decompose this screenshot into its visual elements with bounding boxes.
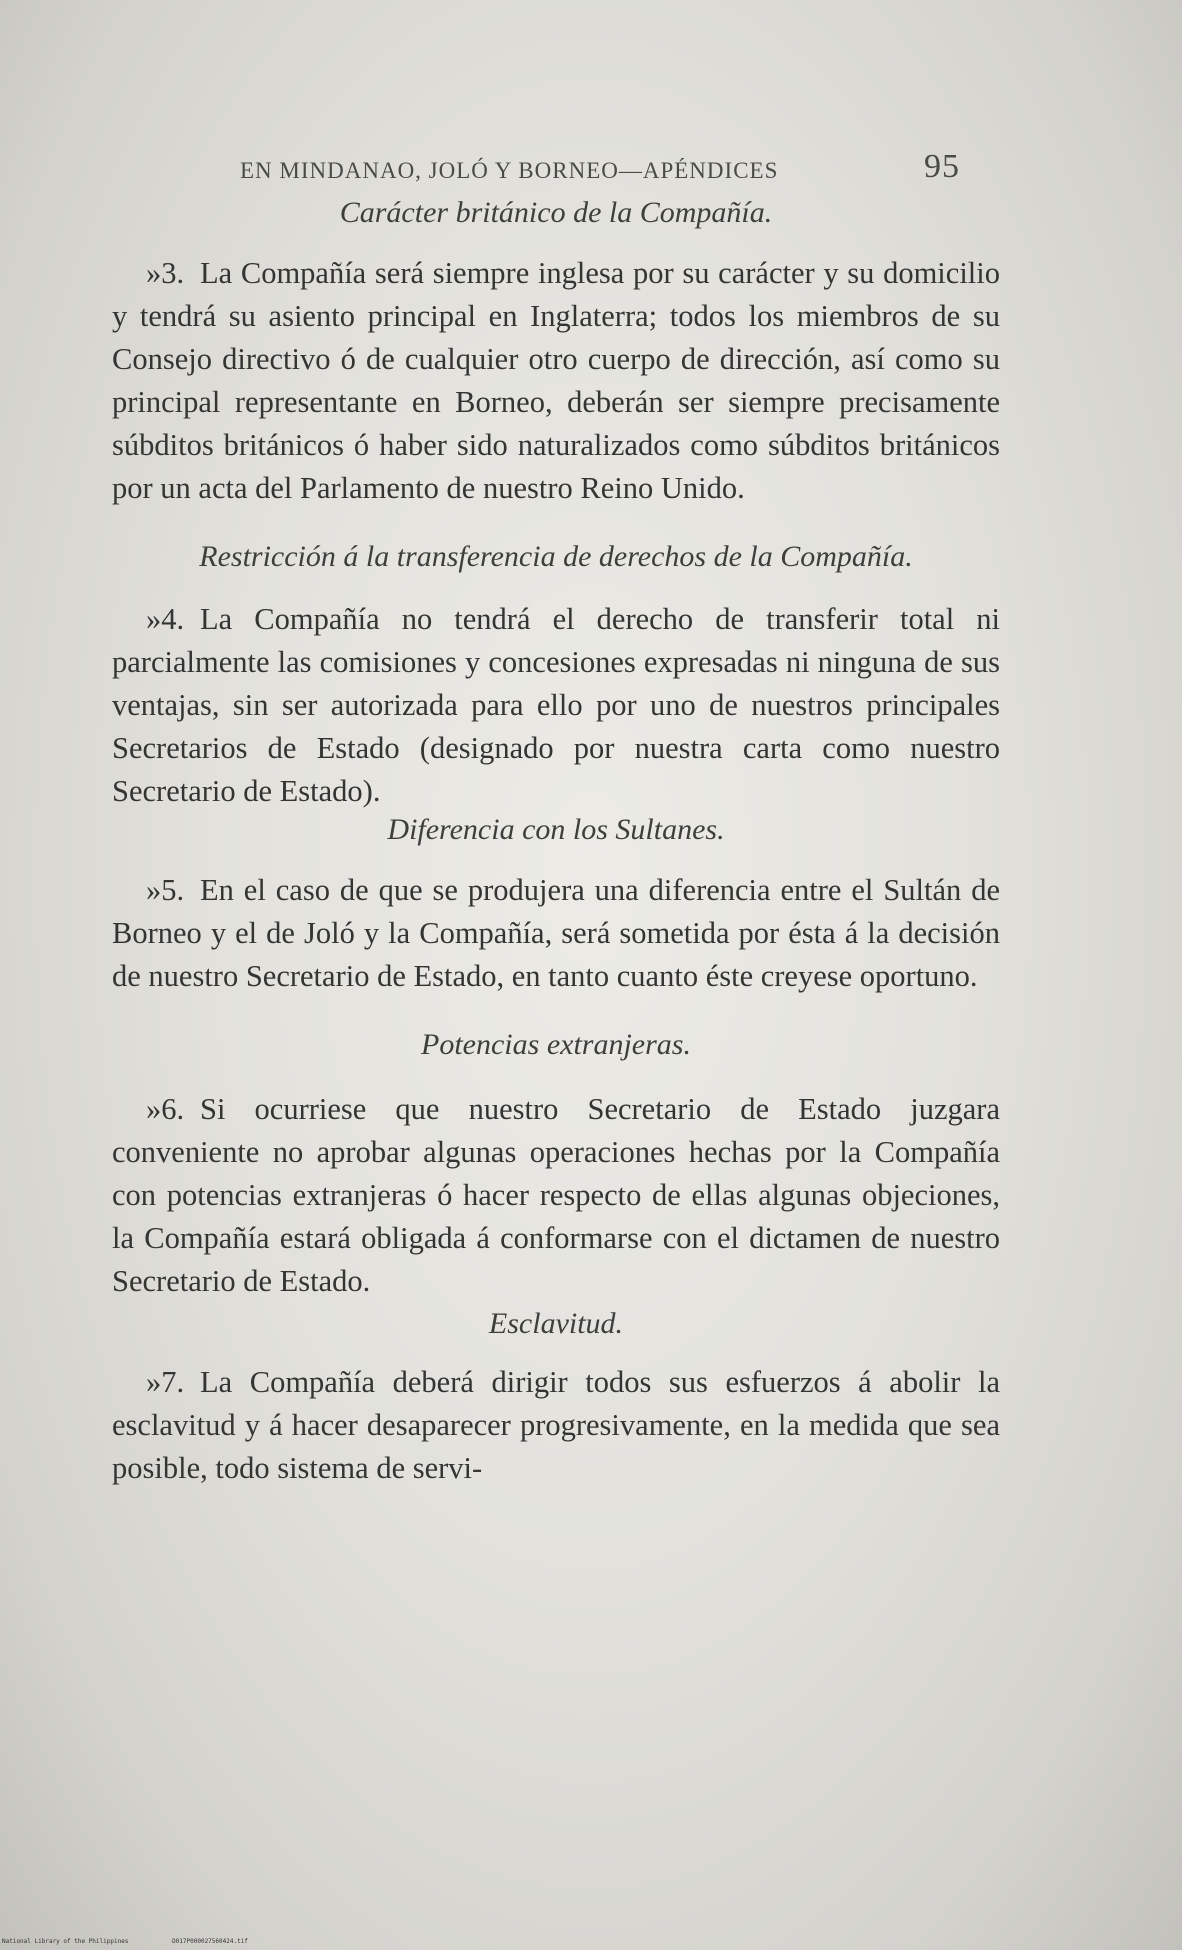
footer-library: National Library of the Philippines — [2, 1938, 129, 1945]
article-number: »6. — [146, 1092, 185, 1126]
section-heading: Esclavitud. — [488, 1307, 624, 1340]
section-heading: Carácter británico de la Compañía. — [339, 196, 773, 229]
section-paragraph — [112, 1088, 1000, 1303]
article-number: »5. — [146, 873, 185, 907]
paragraph-text: La Compañía no tendrá el derecho de transferir total ni parcialmente las comisiones y concesiones expresadas ni ninguna de sus ventajas, sin ser autorizada para ello por uno de nuestros principales Secretarios de Estado (designado por nuestra carta como nuestro Secretario de Estado). — [112, 602, 1000, 808]
section-paragraph — [112, 869, 1000, 998]
section-heading: Diferencia con los Sultanes. — [387, 813, 725, 846]
section-paragraph — [112, 252, 1000, 510]
paragraph-text: La Compañía deberá dirigir todos sus esfuerzos á abolir la esclavitud y á hacer desaparecer progresivamente, en la medida que sea posible, todo sistema de servi- — [112, 1365, 1000, 1485]
article-number: »4. — [146, 602, 185, 636]
article-number: »3. — [146, 256, 185, 290]
section-paragraph — [112, 1361, 1000, 1490]
footer-file-id: D017P000027560424.tif — [172, 1938, 248, 1945]
article-number: »7. — [146, 1365, 185, 1399]
paragraph-text: Si ocurriese que nuestro Secretario de Estado juzgara conveniente no aprobar algunas operaciones hechas por la Compañía con potencias extranjeras ó hacer respecto de ellas algunas objeciones, la Compañía estará obligada á conformarse con el dictamen de nuestro Secretario de Estado. — [112, 1092, 1000, 1298]
paragraph-text: En el caso de que se produjera una diferencia entre el Sultán de Borneo y el de Joló y la Compañía, será sometida por ésta á la decisión de nuestro Secretario de Estado, en tanto cuanto éste creyese oportuno. — [112, 873, 1000, 993]
page-number: 95 — [924, 148, 960, 185]
running-head-title: EN MINDANAO, JOLÓ Y BORNEO—APÉNDICES — [240, 158, 779, 183]
book-page — [112, 130, 1000, 1490]
section-heading: Restricción á la transferencia de derechos de la Compañía. — [199, 540, 913, 573]
section-heading: Potencias extranjeras. — [421, 1028, 691, 1061]
scan-footer — [2, 1938, 288, 1945]
running-head — [112, 130, 1000, 200]
section-paragraph — [112, 598, 1000, 813]
paragraph-text: La Compañía será siempre inglesa por su carácter y su domicilio y tendrá su asiento principal en Inglaterra; todos los miembros de su Consejo directivo ó de cualquier otro cuerpo de dirección, así como su principal representante en Borneo, deberán ser siempre precisamente súbditos británicos ó haber sido naturalizados como súbditos británicos por un acta del Parlamento de nuestro Reino Unido. — [112, 256, 1000, 505]
